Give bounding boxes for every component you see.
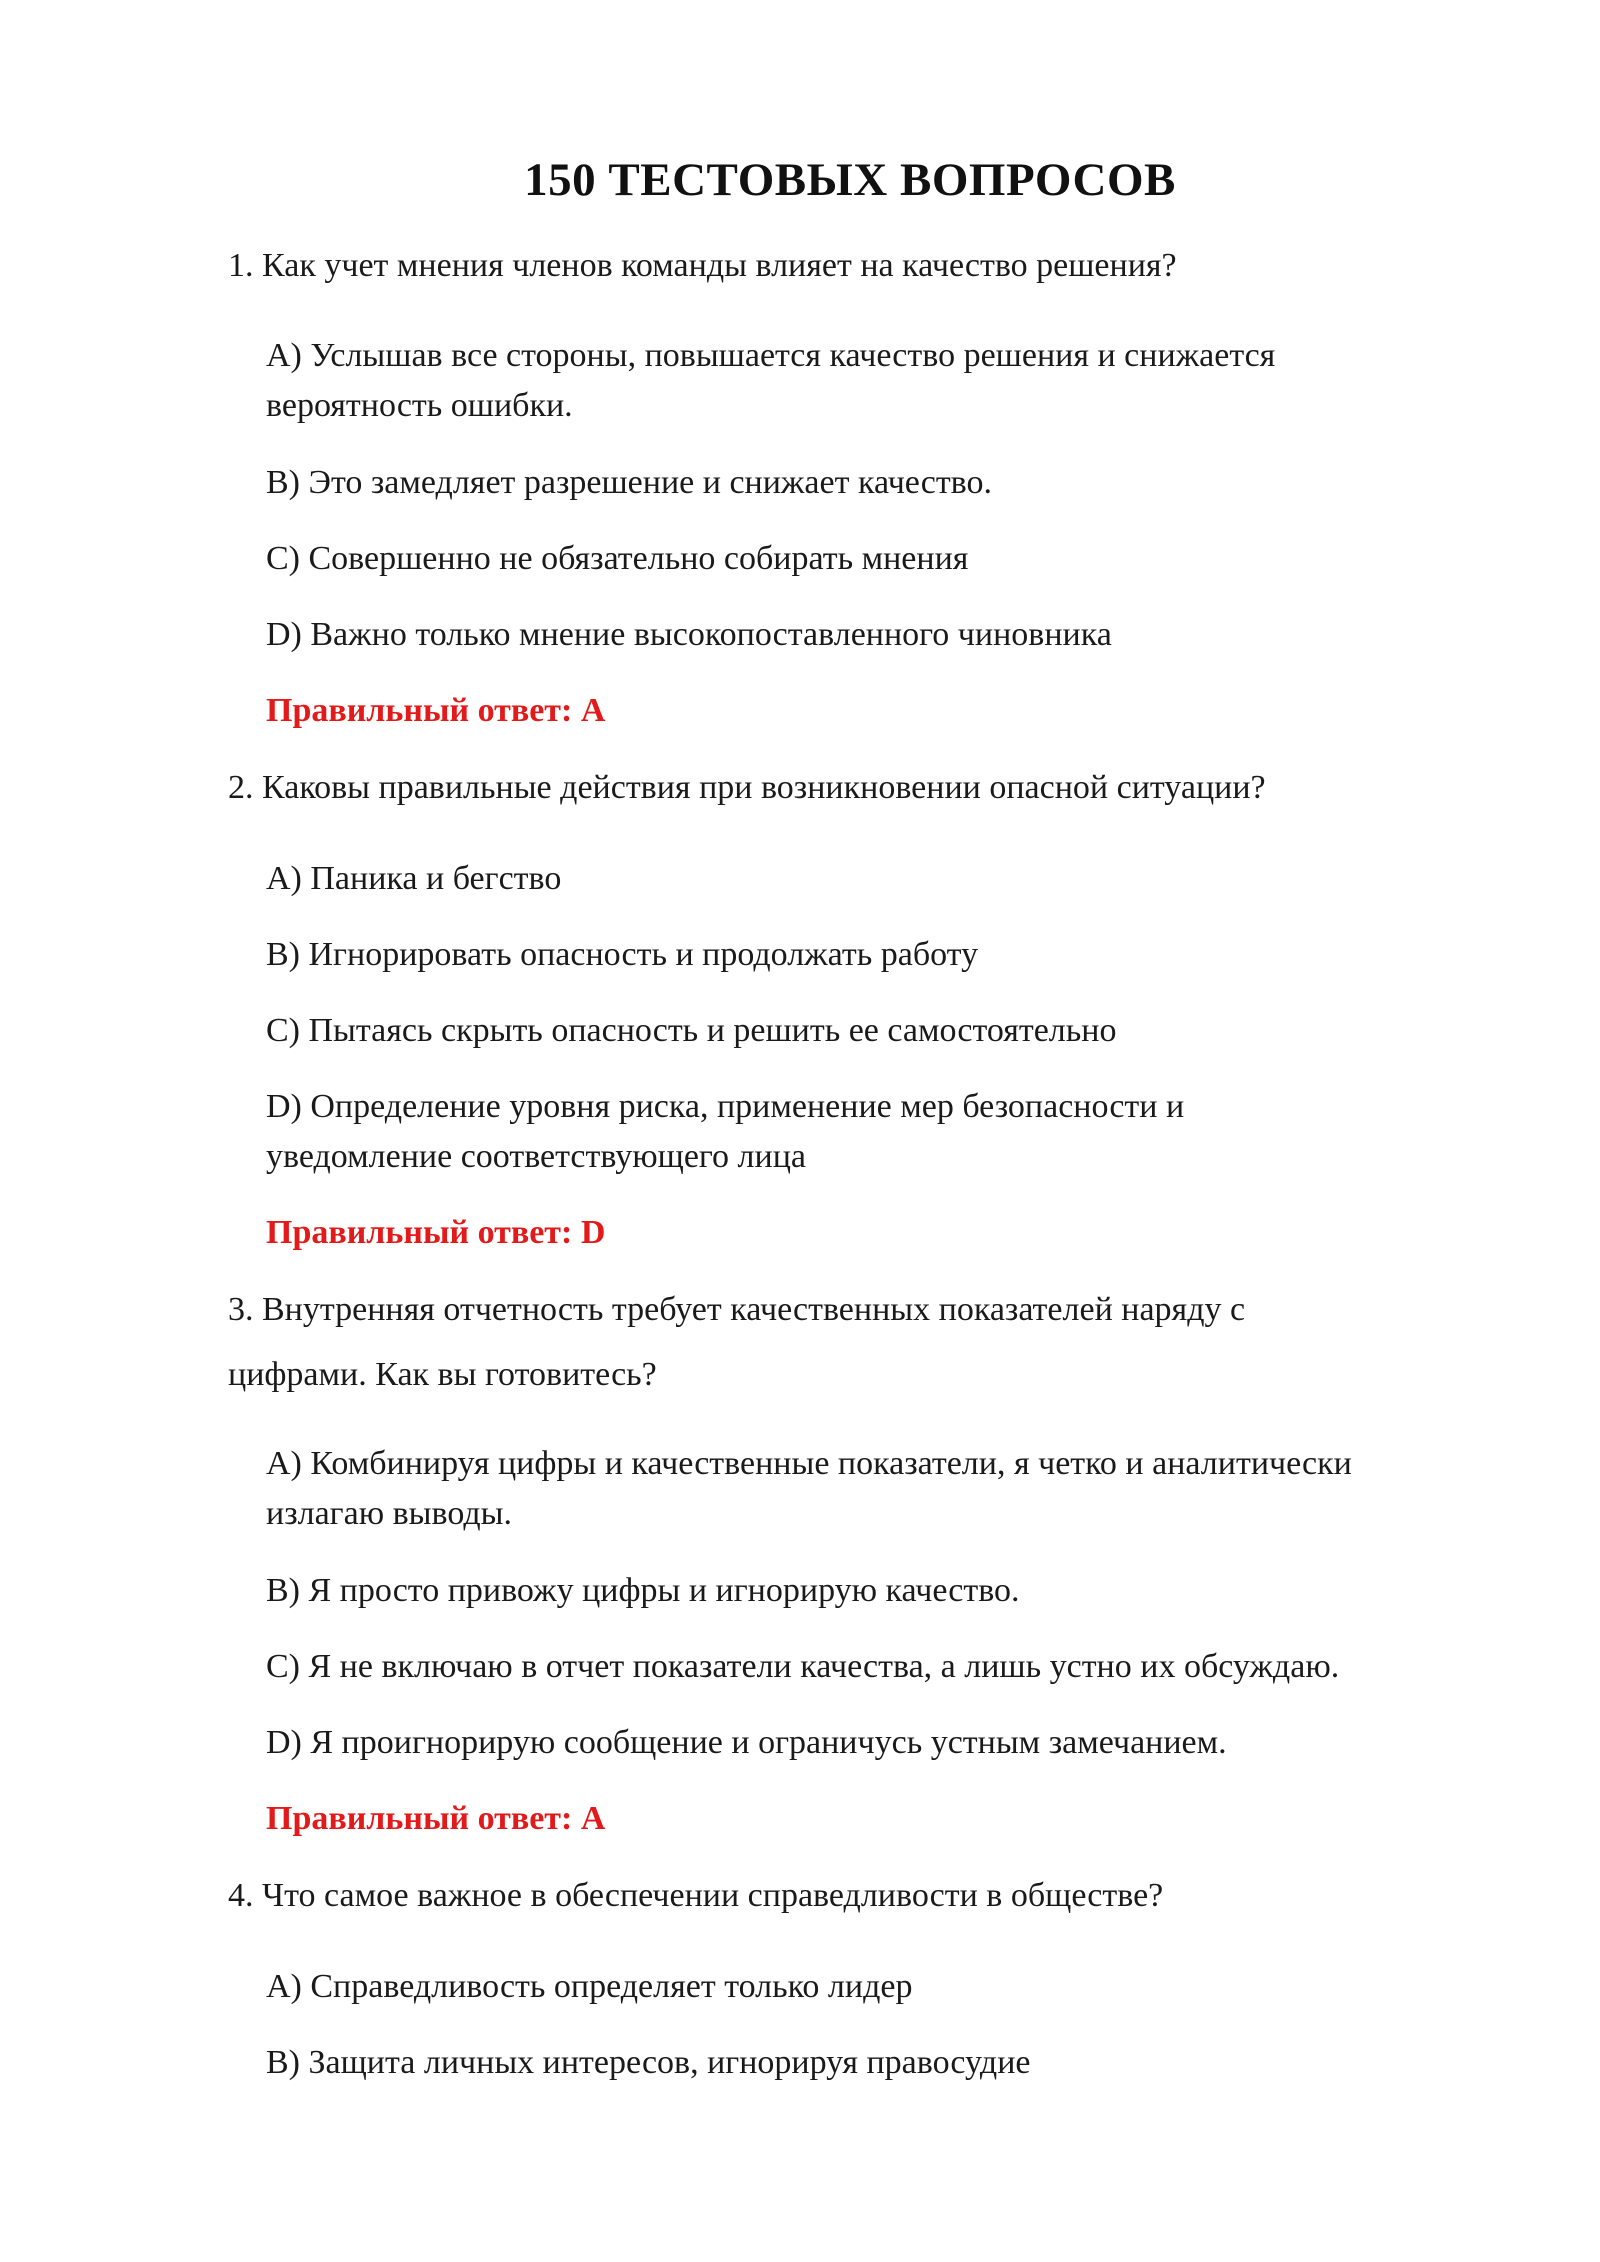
page-title: 150 ТЕСТОВЫХ ВОПРОСОВ	[524, 154, 1176, 206]
question-line: цифрами. Как вы готовитесь?	[228, 1356, 657, 1393]
question-line: 3. Внутренняя отчетность требует качественных показателей наряду с	[228, 1291, 1246, 1328]
question-2-option-d	[266, 1082, 1184, 1182]
question-3-option-b: B) Я просто привожу цифры и игнорирую качество.	[266, 1572, 1020, 1609]
question-4-text: 4. Что самое важное в обеспечении справедливости в обществе?	[228, 1877, 1164, 1914]
question-1-option-a	[266, 331, 1275, 431]
option-line: излагаю выводы.	[266, 1495, 513, 1532]
question-2-option-a: A) Паника и бегство	[266, 860, 562, 897]
option-line: A) Услышав все стороны, повышается качество решения и снижается	[266, 337, 1276, 374]
option-line: вероятность ошибки.	[266, 387, 573, 424]
question-3-option-c: C) Я не включаю в отчет показатели качества, а лишь устно их обсуждаю.	[266, 1648, 1340, 1685]
option-line: A) Комбинируя цифры и качественные показатели, я четко и аналитически	[266, 1445, 1352, 1482]
question-3-option-a	[266, 1439, 1352, 1539]
question-1-answer: Правильный ответ: A	[266, 692, 606, 729]
question-1-option-d: D) Важно только мнение высокопоставленного чиновника	[266, 616, 1112, 653]
question-4-option-a: A) Справедливость определяет только лидер	[266, 1968, 913, 2005]
question-3-answer: Правильный ответ: A	[266, 1800, 606, 1837]
question-4-option-b: B) Защита личных интересов, игнорируя правосудие	[266, 2044, 1031, 2081]
question-2-option-b: B) Игнорировать опасность и продолжать работу	[266, 936, 979, 973]
question-1-text: 1. Как учет мнения членов команды влияет на качество решения?	[228, 247, 1177, 284]
question-1-option-b: B) Это замедляет разрешение и снижает качество.	[266, 464, 993, 501]
option-line: уведомление соответствующего лица	[266, 1138, 806, 1175]
question-2-text: 2. Каковы правильные действия при возникновении опасной ситуации?	[228, 769, 1266, 806]
question-2-answer: Правильный ответ: D	[266, 1214, 606, 1251]
question-3-text	[228, 1277, 1245, 1407]
question-3-option-d: D) Я проигнорирую сообщение и ограничусь устным замечанием.	[266, 1724, 1227, 1761]
option-line: D) Определение уровня риска, применение мер безопасности и	[266, 1088, 1185, 1125]
question-2-option-c: C) Пытаясь скрыть опасность и решить ее самостоятельно	[266, 1012, 1117, 1049]
question-1-option-c: C) Совершенно не обязательно собирать мнения	[266, 540, 969, 577]
